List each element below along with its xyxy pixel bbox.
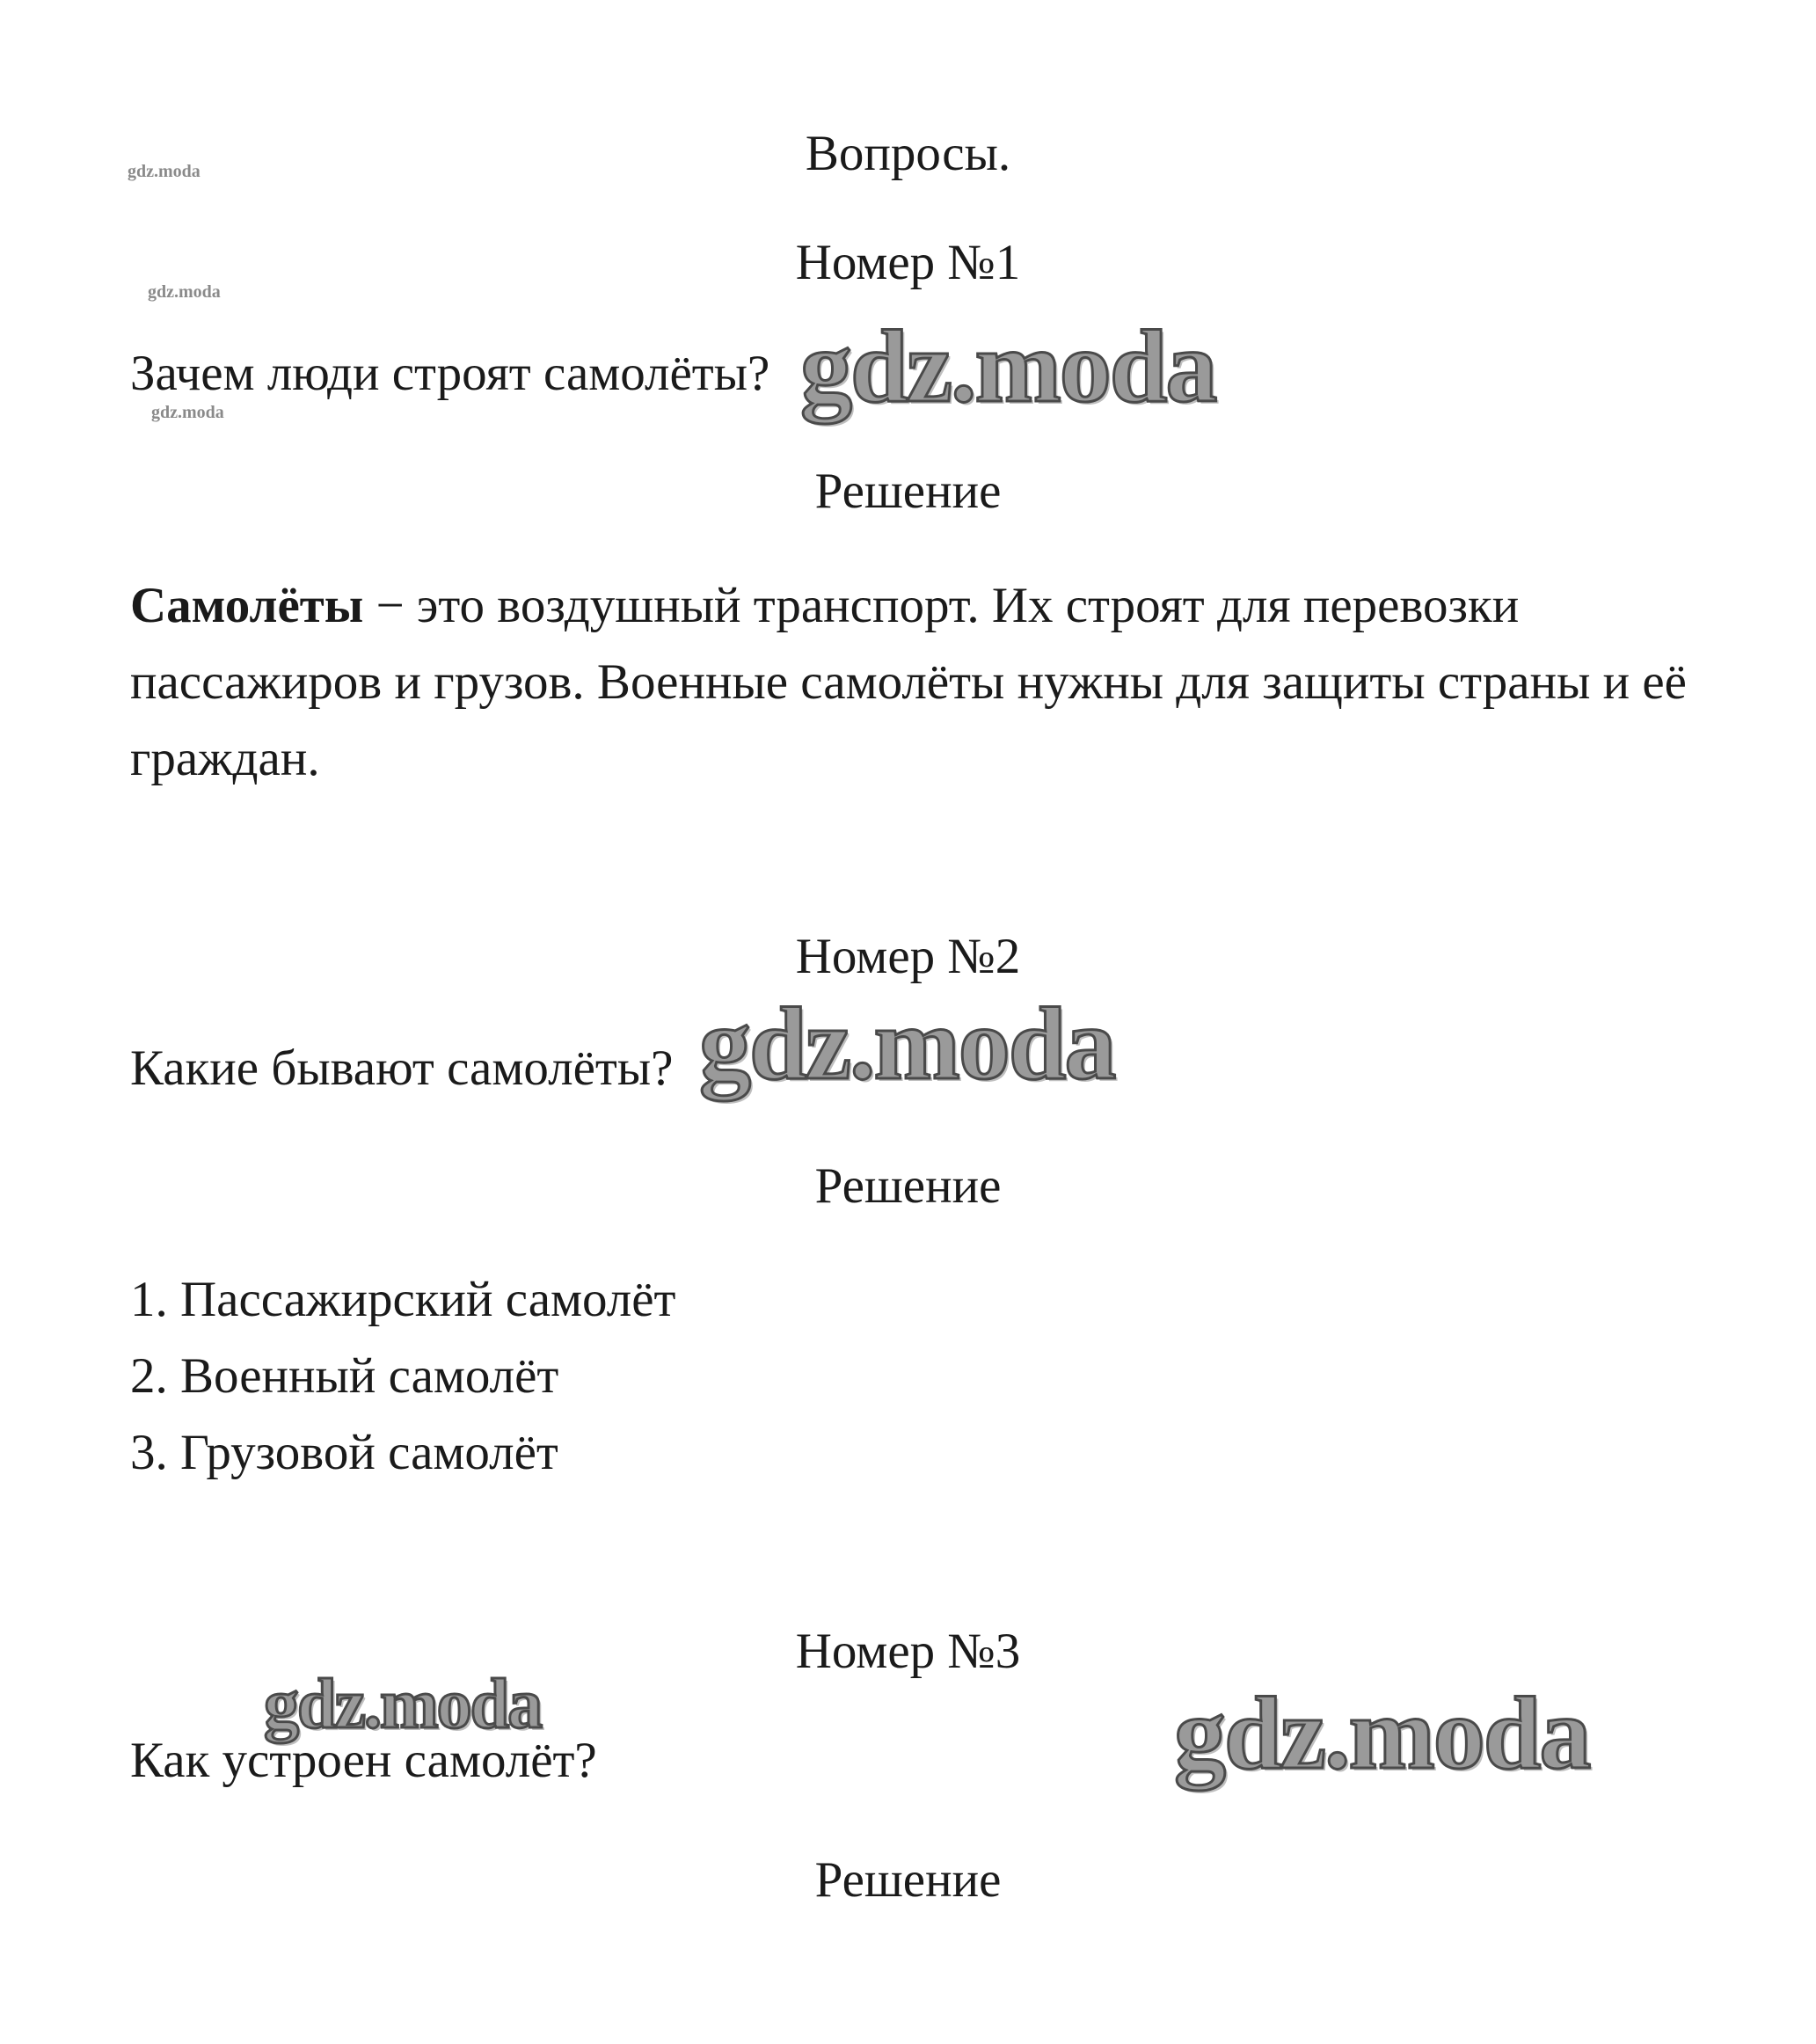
page-title: Вопросы. <box>805 126 1011 181</box>
watermark-large-3: gdz.moda <box>264 1666 542 1743</box>
q2-list-item: 1. Пассажирский самолёт <box>130 1272 676 1327</box>
q2-solution-label: Решение <box>814 1158 1002 1214</box>
q2-list-item: 3. Грузовой самолёт <box>130 1425 558 1480</box>
q2-question: Какие бывают самолёты? <box>130 1040 674 1096</box>
q2-number: Номер №2 <box>795 929 1021 984</box>
watermark-large-2: gdz.moda <box>699 986 1115 1101</box>
q1-number: Номер №1 <box>795 235 1021 290</box>
watermark-large-1: gdz.moda <box>800 309 1216 424</box>
q3-solution-label: Решение <box>814 1852 1002 1908</box>
watermark-large-4: gdz.moda <box>1174 1675 1590 1791</box>
watermark-small-3: gdz.moda <box>151 403 224 422</box>
q1-answer <box>130 567 1713 797</box>
watermark-small-2: gdz.moda <box>148 282 221 302</box>
q1-answer-text: − это воздушный транспорт. Их строят для перевозки пассажиров и грузов. Военные самолёты нужны для защиты страны и её граждан. <box>130 578 1687 786</box>
q1-answer-term: Самолёты <box>130 578 364 633</box>
q3-question: Как устроен самолёт? <box>130 1733 597 1788</box>
q2-list-item: 2. Военный самолёт <box>130 1348 559 1404</box>
q3-number: Номер №3 <box>795 1624 1021 1679</box>
q1-solution-label: Решение <box>814 464 1002 519</box>
watermark-small-1: gdz.moda <box>128 162 201 181</box>
q1-question: Зачем люди строят самолёты? <box>130 346 770 401</box>
